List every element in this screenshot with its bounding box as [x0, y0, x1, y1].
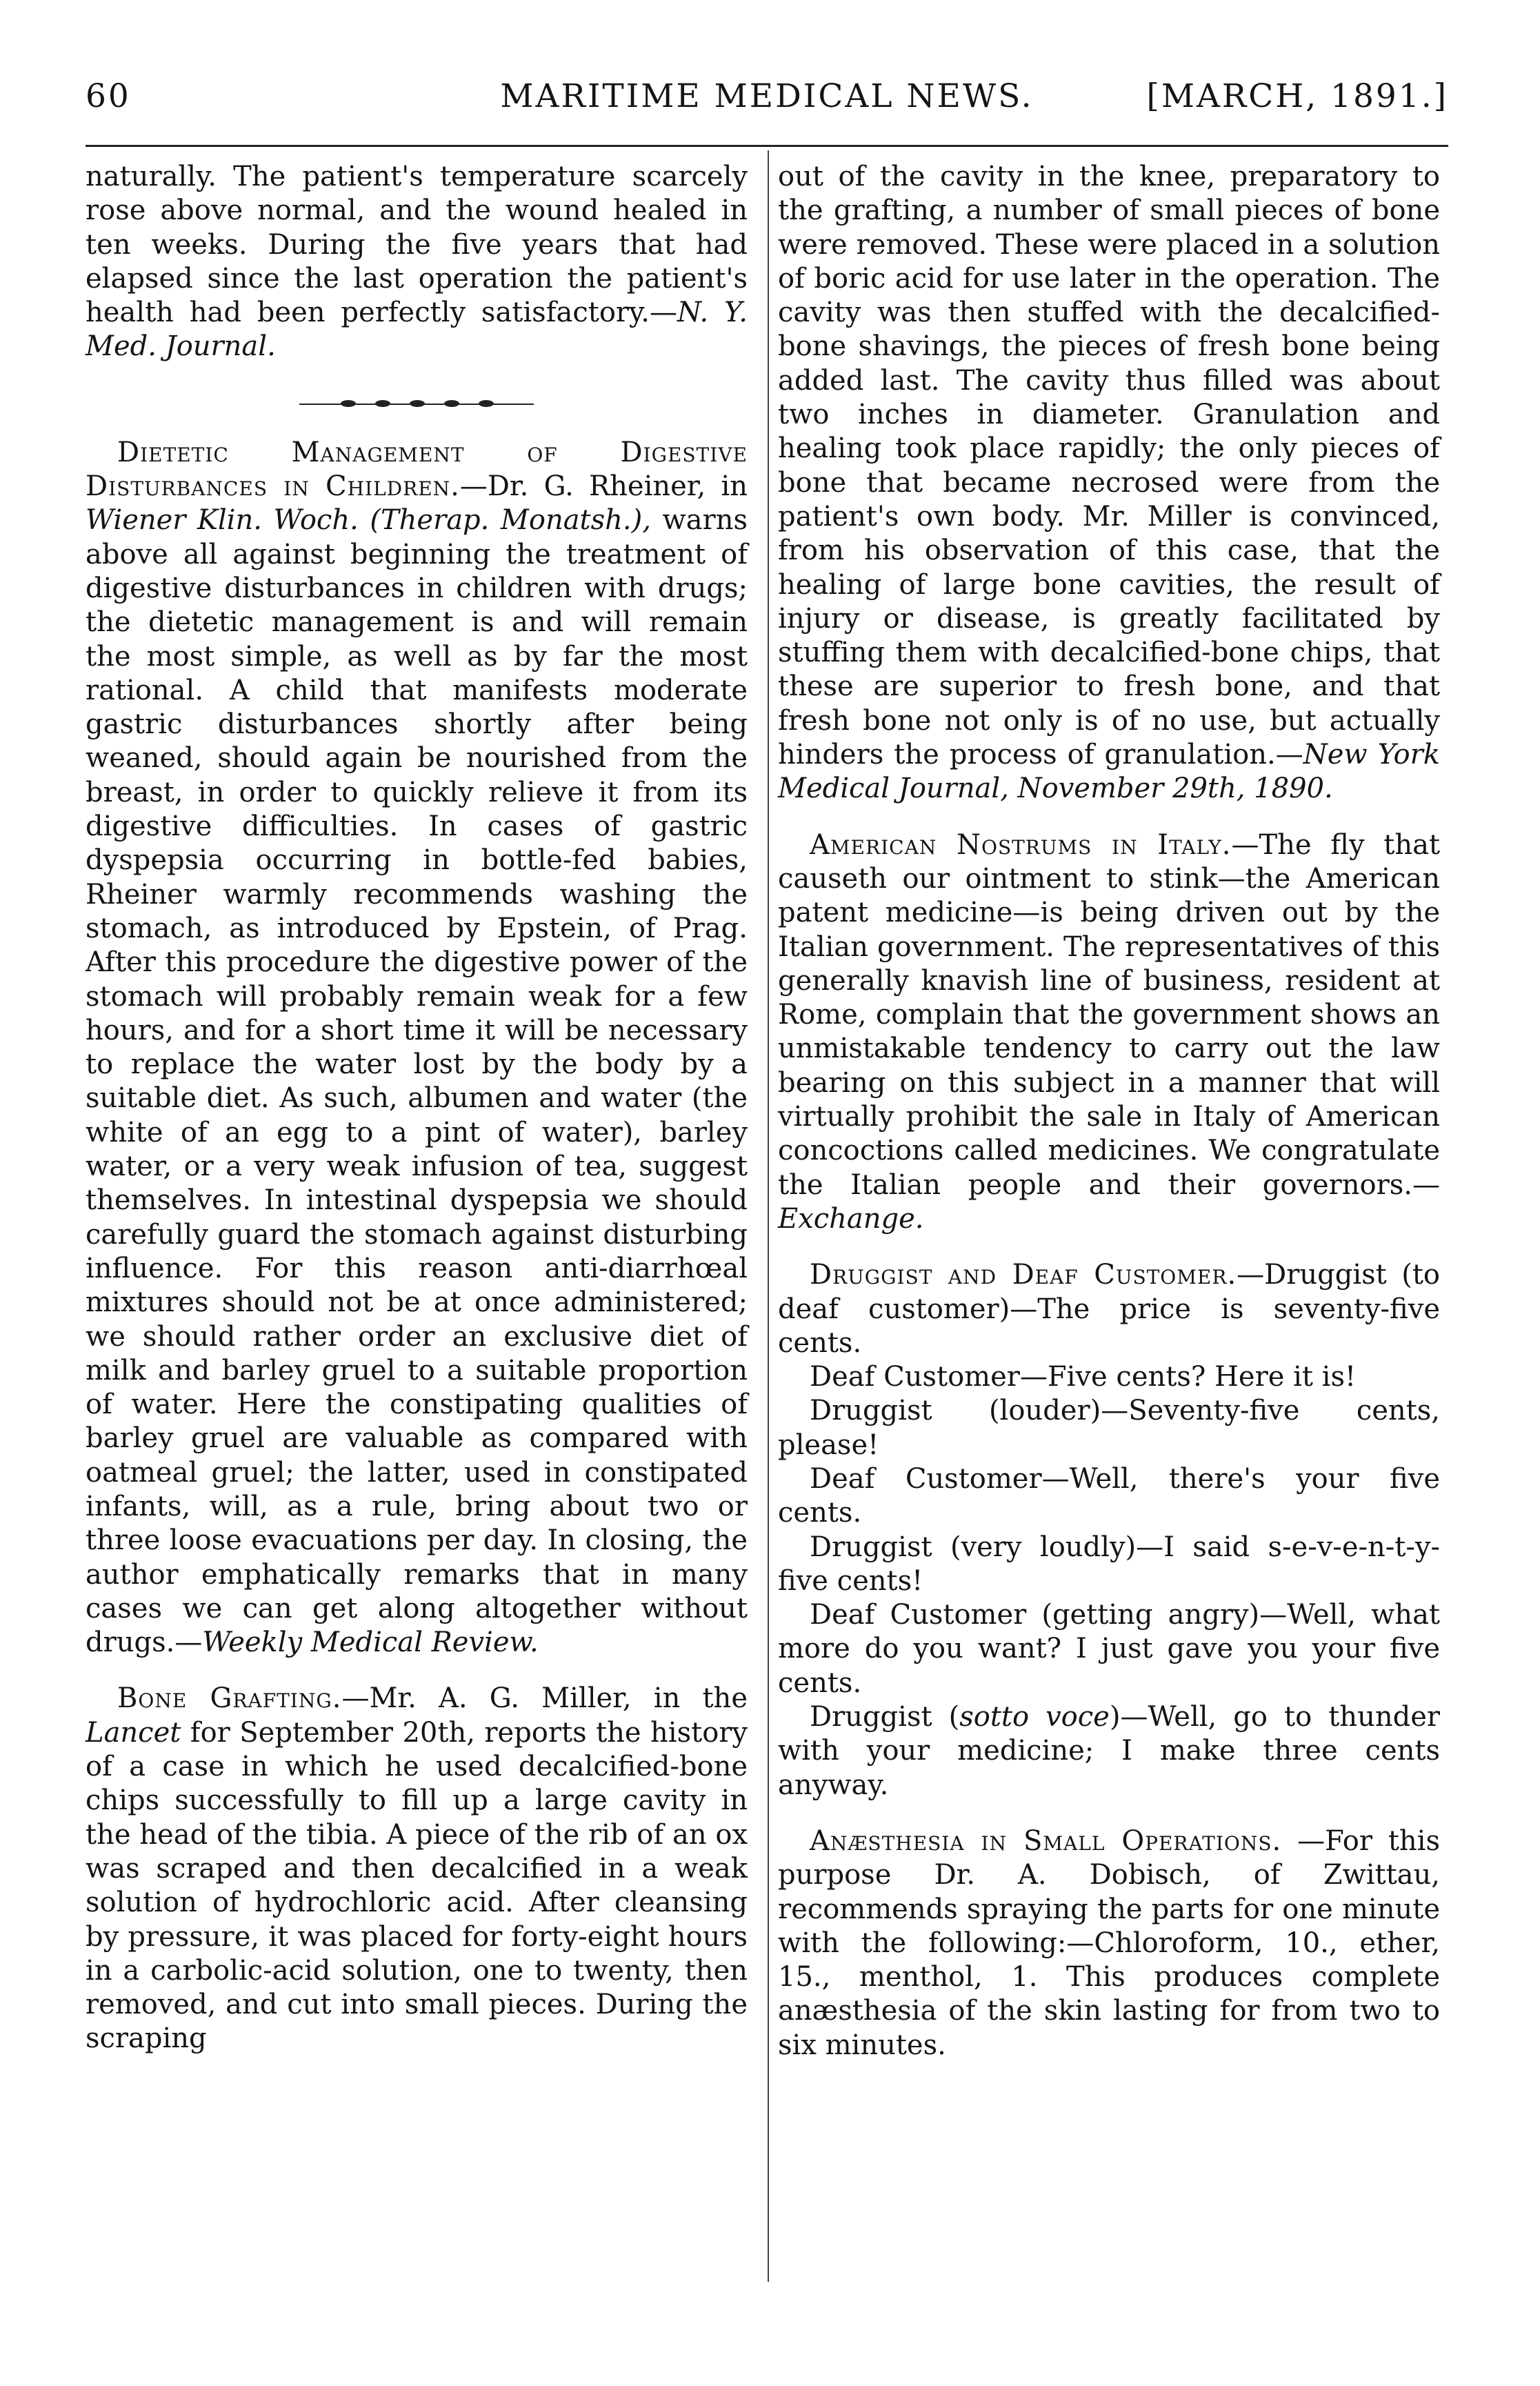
article-body: for September 20th, reports the history of a case in which he used decalcified-bone chips successfully to fill up a large cavity in the head of the tibia. A piece of the rib of an ox was scraped and then decalcified in a weak solution of hydrochloric acid. After cleansing by pressure, it was placed for forty-eight hours in a carbolic-acid solution, one to twenty, then removed, and cut into small pieces. During the scraping	[86, 1716, 748, 2055]
page-number: 60	[86, 77, 131, 115]
continuation-source: N. Y. Med. Journal.	[86, 297, 748, 363]
article-source: Wiener Klin. Woch. (Therap. Monatsh.),	[86, 504, 651, 537]
dialog-line: Druggist (very loudly)—I said s-e-v-e-n-t-y-five cents!	[778, 1531, 1440, 1597]
article-dietetic-management	[86, 436, 748, 1660]
article-source: New York Medical Journal, November 29th, 1890.	[778, 739, 1440, 805]
left-column	[86, 160, 748, 2056]
article-author: —Mr. A. G. Miller, in the	[341, 1682, 748, 1715]
right-column	[778, 160, 1440, 2062]
article-american-nostrums	[778, 828, 1440, 1237]
article-source: Exchange.	[778, 1202, 924, 1235]
article-bone-grafting-continued	[778, 160, 1440, 806]
dialog-text: )—Well, go to thunder with your medicine; I make three cents anyway.	[778, 1701, 1440, 1801]
running-header	[86, 77, 1448, 132]
dialog-line: Deaf Customer—Well, there's your five cents.	[778, 1462, 1440, 1529]
article-heading: American Nostrums in Italy.	[810, 828, 1232, 861]
article-body: —Druggist (to deaf customer)—The price is seventy-five cents.	[778, 1259, 1440, 1359]
article-heading: Anæsthesia in Small Operations.	[810, 1825, 1282, 1857]
dialog-text: Druggist (	[810, 1701, 960, 1733]
article-body: —The fly that causeth our ointment to stink—the American patent medicine—is being driven out by the Italian government. The representatives of this generally knavish line of business, resident at Rome, complain that the government shows an unmistakable tendency to carry out the law bearing on this subject in a manner that will virtually prohibit the sale in Italy of American concoctions called medicines. We congratulate the Italian people and their governors.—	[778, 828, 1440, 1201]
article-heading: Bone Grafting.	[117, 1682, 342, 1715]
dialog-line: Druggist (louder)—Seventy-five cents, please!	[778, 1395, 1440, 1461]
article-source: Lancet	[86, 1716, 181, 1749]
header-rule	[86, 145, 1448, 147]
dialog-italic: sotto voce	[959, 1701, 1110, 1733]
column-divider	[768, 150, 769, 2282]
article-body: —For this purpose Dr. A. Dobisch, of Zwittau, recommends spraying the parts for one minute with the following:—Chloroform, 10., ether, 15., menthol, 1. This produces complete anæsthesia of the skin lasting for from two to six minutes.	[778, 1825, 1440, 2061]
dialog-line: Deaf Customer—Five cents? Here it is!	[810, 1361, 1357, 1393]
article-author: —Dr. G. Rheiner, in	[459, 470, 748, 503]
article-heading: Dietetic Management of Digestive Disturbances in Children.	[86, 436, 748, 503]
dialog-line: Deaf Customer (getting angry)—Well, what more do you want? I just gave you your five cents.	[778, 1599, 1440, 1699]
article-continuation	[86, 160, 748, 364]
issue-date: [MARCH, 1891.]	[1146, 77, 1448, 115]
article-druggist-deaf-customer	[778, 1258, 1440, 1360]
article-body: warns above all against beginning the treatment of digestive disturbances in children with drugs; the dietetic management is and will remain the most simple, as well as by far the most rational. A child that manifests moderate gastric disturbances shortly after being weaned, should again be nourished from the breast, in order to quickly relieve it from its digestive difficulties. In cases of gastric dyspepsia occurring in bottle-fed babies, Rheiner warmly recommends washing the stomach, as introduced by Epstein, of Prag. After this procedure the digestive power of the stomach will probably remain weak for a few hours, and for a short time it will be necessary to replace the water lost by the body by a suitable diet. As such, albumen and water (the white of an egg to a pint of water), barley water, or a very weak infusion of tea, suggest themselves. In intestinal dyspepsia we should carefully guard the stomach against disturbing influence. For this reason anti-diarrhœal mixtures should not be at once administered; we should rather order an exclusive diet of milk and barley gruel to a suitable proportion of water. Here the constipating qualities of barley gruel are valuable as compared with oatmeal gruel; the latter, used in constipated infants, will, as a rule, bring about two or three loose evacuations per day. In closing, the author emphatically remarks that in many cases we can get along altogether without drugs.—	[86, 504, 748, 1659]
article-bone-grafting	[86, 1682, 748, 2056]
article-body: out of the cavity in the knee, preparatory to the grafting, a number of small pieces of bone were removed. These were placed in a solution of boric acid for use later in the operation. The cavity was then stuffed with the decalcified-bone shavings, the pieces of fresh bone being added last. The cavity thus filled was about two inches in diameter. Granulation and healing took place rapidly; the only pieces of bone that became necrosed were from the patient's own body. Mr. Miller is convinced, from his observation of this case, that the healing of large bone cavities, the result of injury or disease, is greatly facilitated by stuffing them with decalcified-bone chips, that these are superior to fresh bone, and that fresh bone not only is of no use, but actually hinders the process of granulation.—	[778, 161, 1440, 771]
ornamental-divider	[299, 400, 534, 408]
article-source: Weekly Medical Review.	[202, 1627, 539, 1659]
journal-title: MARITIME MEDICAL NEWS.	[500, 77, 1034, 115]
article-heading: Druggist and Deaf Customer.	[810, 1259, 1237, 1291]
dialog-line	[778, 1700, 1440, 1802]
continuation-text: naturally. The patient's temperature scarcely rose above normal, and the wound healed in ten weeks. During the five years that had elapsed since the last operation the patient's health had been perfectly satisfactory.—	[86, 161, 748, 329]
article-anaesthesia	[778, 1825, 1440, 2062]
